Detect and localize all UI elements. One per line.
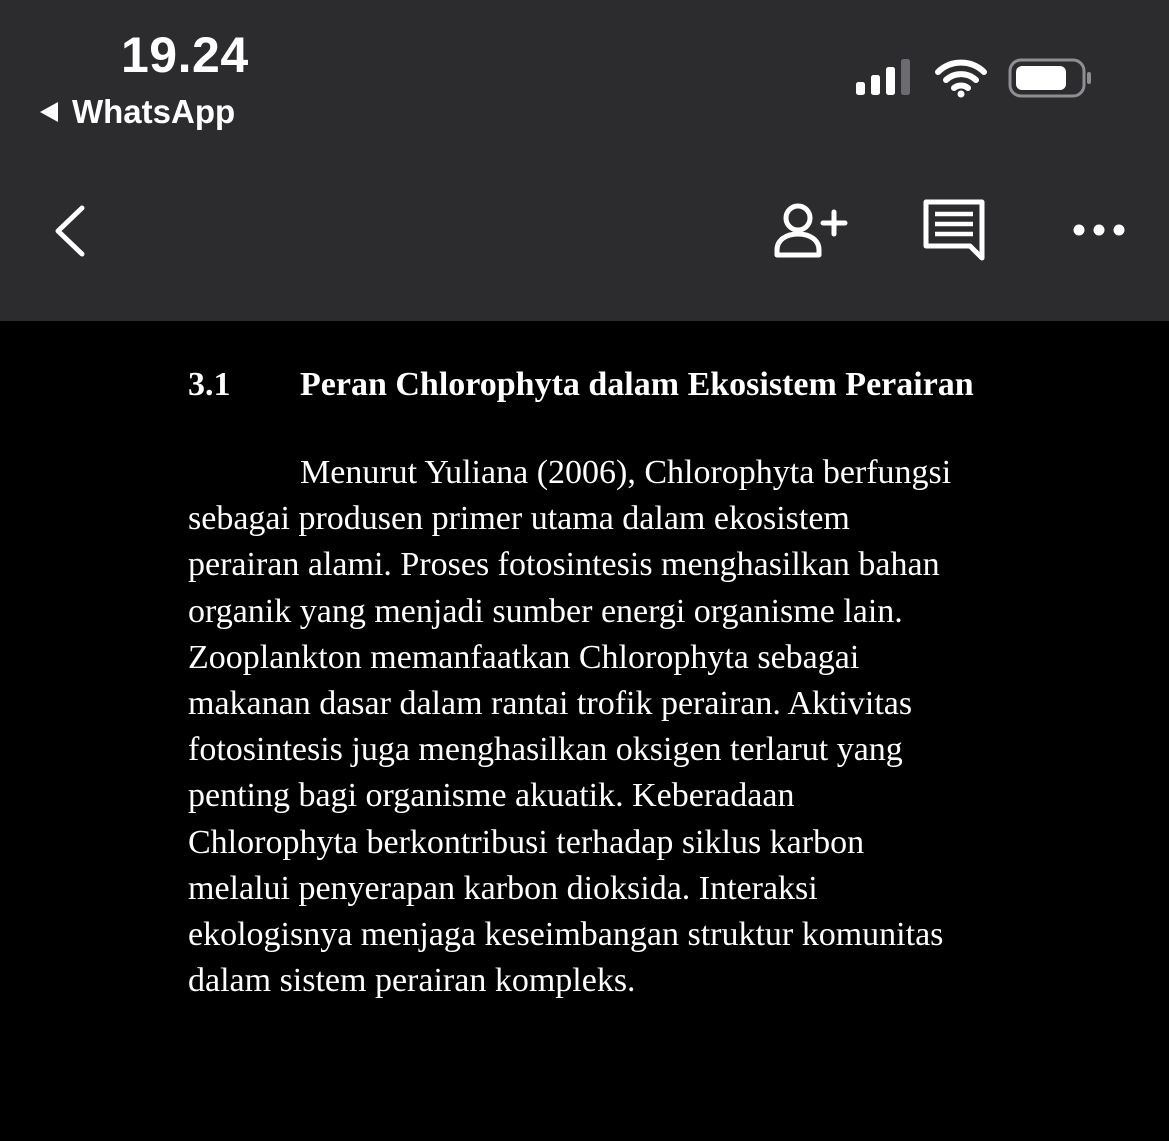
top-bar bbox=[0, 0, 1169, 321]
body-paragraph: Menurut Yuliana (2006), Chlorophyta berfungsi sebagai produsen primer utama dalam ekosistem perairan alami. Proses fotosintesis menghasilkan bahan organik yang menjadi sumber energi organisme lain. Zooplankton memanfaatkan Chlorophyta sebagai makanan dasar dalam rantai trofik perairan. Aktivitas fotosintesis juga menghasilkan oksigen terlarut yang penting bagi organisme akuatik. Keberadaan Chlorophyta berkontribusi terhadap siklus karbon melalui penyerapan karbon dioksida. Interaksi ekologisnya menjaga keseimbangan struktur komunitas dalam sistem perairan kompleks. bbox=[188, 454, 952, 1000]
back-app-label: WhatsApp bbox=[72, 93, 236, 130]
section-title: Peran Chlorophyta dalam Ekosistem Perairan bbox=[300, 366, 974, 403]
back-triangle-icon bbox=[38, 101, 60, 123]
chevron-left-icon[interactable] bbox=[50, 204, 90, 258]
battery-icon bbox=[1008, 57, 1094, 99]
cellular-signal-icon bbox=[855, 58, 915, 96]
comment-icon[interactable] bbox=[920, 196, 988, 262]
wifi-icon bbox=[934, 58, 988, 98]
document-content bbox=[188, 362, 978, 1004]
status-time: 19.24 bbox=[121, 27, 249, 83]
back-to-app-link[interactable] bbox=[38, 92, 235, 132]
section-heading bbox=[188, 362, 978, 408]
more-icon[interactable] bbox=[1070, 216, 1128, 244]
section-number: 3.1 bbox=[188, 366, 231, 403]
add-person-icon[interactable] bbox=[772, 200, 848, 260]
